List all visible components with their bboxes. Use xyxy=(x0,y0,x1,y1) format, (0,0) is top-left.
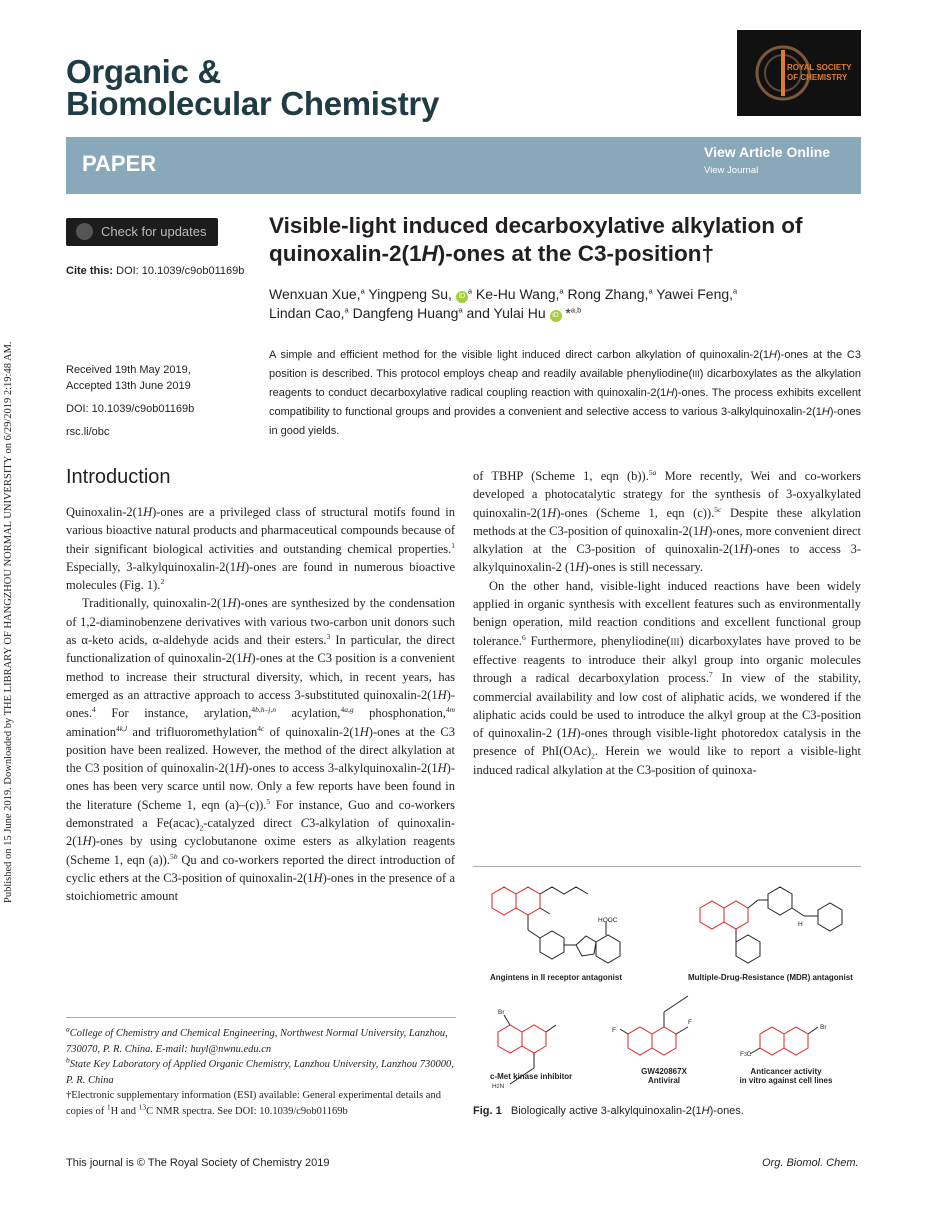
orcid-icon[interactable]: iD xyxy=(456,291,468,303)
dates-doi[interactable]: DOI: 10.1039/c9ob01169b xyxy=(66,403,195,415)
journal-title-line1: Organic & xyxy=(66,53,222,90)
author-list: Wenxuan Xue,$^a$ Yingpeng Su, $iD^a$ Ke-Hu Wang,$^a$ Rong Zhang,$^a$ Yawei Feng,$^a$ Lindan Cao,$^a$ Dangfeng Huang$^a$ and Yulai Hu iD *$^{a,b}$ xyxy=(269,286,738,321)
figure-caption-label: Fig. 1 xyxy=(473,1105,502,1117)
svg-text:F: F xyxy=(688,1019,692,1026)
figure-1 xyxy=(478,872,860,1094)
article-title-line1: Visible-light induced decarboxylative alkylation of xyxy=(269,213,803,238)
rsc-logo[interactable] xyxy=(737,30,861,116)
body-column-left xyxy=(66,503,455,906)
body-column-right xyxy=(473,467,861,779)
check-for-updates-label: Check for updates xyxy=(101,224,207,239)
article-dates xyxy=(66,362,194,440)
rsc-logo-line2: OF CHEMISTRY xyxy=(787,73,848,82)
abstract: A simple and efficient method for the visible light induced direct carbon alkylation of quinoxalin-2(1H)-ones at the C3 position is described. This protocol employs cheap and readily available phenyliodine(III) dicarboxylates as the alkylation reagents to conduct decarboxylative radical coupling reaction with quinoxalin-2(1H)-ones. The process exhibits excellent compatibility to functional groups and provides a convenient and selective access to various 3-alkylquinoxalin-2(1H)-ones in good yields. xyxy=(269,349,861,437)
cmet-label: c-Met kinase inhibitor xyxy=(490,1072,573,1081)
cite-doi[interactable]: DOI: 10.1039/c9ob01169b xyxy=(116,265,245,277)
cite-label: Cite this: xyxy=(66,265,114,277)
esi-note: †Electronic supplementary information (ESI) available: General experimental details and copies of $^1$H and $^{13}$C NMR spectra. See DOI: 10.1039/c9ob01169b xyxy=(66,1090,441,1117)
figure-1-structures xyxy=(478,872,860,1094)
check-for-updates-button[interactable] xyxy=(66,218,218,246)
view-article-online-link[interactable]: View Article Online xyxy=(704,144,831,160)
footer-copyright: This journal is © The Royal Society of Chemistry 2019 xyxy=(66,1157,330,1169)
anticancer-label: Anticancer activity in vitro against cell lines xyxy=(739,1067,833,1085)
svg-text:H2N: H2N xyxy=(492,1083,505,1090)
svg-text:H: H xyxy=(798,921,803,928)
paragraph: of TBHP (Scheme 1, eqn (b)).$^{5a}$ More recently, Wei and co-workers developed a photocatalytic strategy for the synthesis of 3-oxyalkylated quinoxalin-2(1H)-ones (Scheme 1, eqn (c)).$^{5c}$ Despite these alkylation methods at the C3-position of quinoxalin-2(1H)-ones, more convenient direct alkylation at the C3-position of quinoxalin-2(1H)-ones to access 3-alkylquinoxalin-2 (1H)-ones is still necessary. xyxy=(473,467,862,575)
rsc-short-link[interactable]: rsc.li/obc xyxy=(66,426,110,438)
figure-divider xyxy=(473,866,861,867)
cite-this xyxy=(66,265,244,277)
article-title xyxy=(269,212,869,268)
footer-journal: Org. Biomol. Chem. xyxy=(762,1157,859,1169)
received-date: Received 19th May 2019, xyxy=(66,364,191,376)
article-type-label: PAPER xyxy=(82,151,157,176)
svg-text:F: F xyxy=(612,1027,616,1034)
affiliation-b: $^b$State Key Laboratory of Applied Organic Chemistry, Lanzhou University, Lanzhou 730000, P. R. China xyxy=(66,1055,454,1086)
accepted-date: Accepted 13th June 2019 xyxy=(66,380,191,392)
svg-text:Br: Br xyxy=(820,1024,827,1031)
view-journal-link[interactable]: View Journal xyxy=(704,165,759,176)
journal-title[interactable] xyxy=(66,53,440,122)
orcid-icon[interactable]: iD xyxy=(550,310,562,322)
figure-caption: Fig. 1 Biologically active 3-alkylquinoxalin-2(1H)-ones. xyxy=(473,1105,744,1117)
article-title-line2: quinoxalin-2(1H)-ones at the C3-position† xyxy=(269,241,715,266)
svg-text:Br: Br xyxy=(498,1009,505,1016)
footnotes xyxy=(66,1026,456,1119)
affiliation-a: $^a$College of Chemistry and Chemical Engineering, Northwest Normal University, Lanzhou, 730070, P. R. China. E-mail: huyl@nwnu.edu.cn xyxy=(66,1024,448,1055)
angiotensin-label: Angintens in II receptor antagonist xyxy=(490,973,623,982)
crossmark-icon xyxy=(76,223,93,240)
section-heading-introduction: Introduction xyxy=(66,466,171,488)
gw-label: GW420867X Antiviral xyxy=(641,1067,687,1085)
svg-text:F3C: F3C xyxy=(740,1051,752,1058)
footnote-divider xyxy=(66,1017,456,1018)
svg-text:HOOC: HOOC xyxy=(598,917,618,924)
rsc-logo-line1: ROYAL SOCIETY xyxy=(787,63,852,72)
mdr-label: Multiple-Drug-Resistance (MDR) antagonist xyxy=(688,973,853,982)
paragraph: Quinoxalin-2(1H)-ones are a privileged class of structural motifs found in various bioactive natural products and pharmaceutical compounds because of their significant biological activities and outstanding chemical properties.$^1$ Especially, 3-alkylquinoxalin-2(1H)-ones are found in numerous bioactive molecules (Fig. 1).$^2$ xyxy=(66,505,456,593)
paragraph: Traditionally, quinoxalin-2(1H)-ones are synthesized by the condensation of 1,2-diaminobenzene derivatives with various two-carbon unit donors such as α-keto acids, α-aldehyde acids and their esters.$^3$ In particular, the direct functionalization of quinoxalin-2(1H)-ones at the C3 position is a convenient method to increase their structural diversity, which, in recent years, has emerged as an attractive approach to access 3-substituted quinoxalin-2(1H)-ones.$^4$ For instance, arylation,$^{4b,h-j,n}$ acylation,$^{4a,g}$ phosphonation,$^{4m}$ amination$^{4k,l}$ and trifluoromethylation$^{4c}$ of quinoxalin-2(1H)-ones at the C3 position have been realized. However, the method of the direct alkylation at the C3 position of quinoxalin-2(1H)-ones to access 3-alkylquinoxalin-2(1H)-ones has been very scarce until now. Only a few reports have been found in the literature (Scheme 1, eqn (a)–(c)).$^5$ For instance, Guo and co-workers demonstrated a $Fe(acac)_2$-catalyzed direct C3-alkylation of quinoxalin-2(1H)-ones by using cyclobutanone oxime esters as alkylation reagents (Scheme 1, eqn (a)).$^{5b}$ Qu and co-workers reported the direct introduction of cyclic ethers at the C3-position of quinoxalin-2(1H)-ones in the presence of a stoichiometric amount xyxy=(66,596,456,904)
download-notice: Published on 15 June 2019. Downloaded by THE LIBRARY OF HANGZHOU NORMAL UNIVERSITY on 6/29/2019 2:19:48 AM. xyxy=(3,341,14,903)
journal-title-line2: Biomolecular Chemistry xyxy=(66,85,440,122)
paragraph: On the other hand, visible-light induced reactions have been widely applied in organic synthesis with excellent features such as environmentally benign operation, mild reaction conditions and excellent functional group tolerance.$^6$ Furthermore, phenyliodine(III) dicarboxylates have proved to be effective reagents to introduce their alkyl group into organic molecules through a radical decarboxylation process.$^7$ In view of the stability, commercial availability and low cost of aliphatic acids, we wondered if the aliphatic acids could be used to introduce the alkyl group at the C3-position of quinoxalin-2 (1H)-ones through visible-light photoredox catalysis in the presence of $PhI(OAc)_2$. Herein we would like to report a visible-light induced radical alkylation at the C3-position of quinoxa- xyxy=(473,578,861,777)
